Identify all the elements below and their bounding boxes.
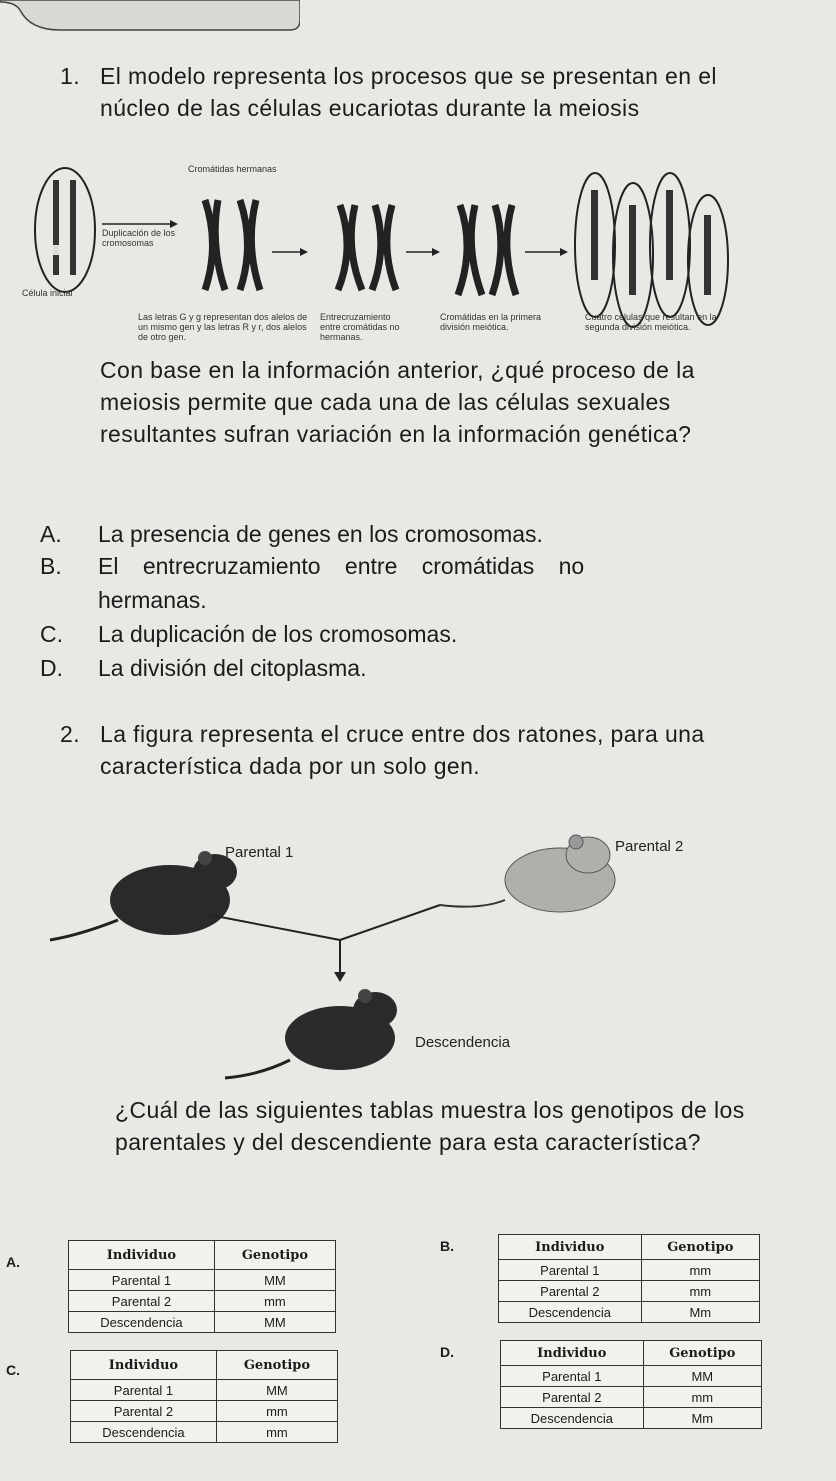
table-header-row xyxy=(69,1241,336,1270)
option-letter: B. xyxy=(40,553,62,579)
label-parental-2: Parental 2 xyxy=(615,838,684,855)
table-row xyxy=(501,1408,762,1429)
table-row xyxy=(69,1291,336,1312)
cell-genotipo: mm xyxy=(216,1422,337,1443)
table-header-row xyxy=(71,1351,338,1380)
cell-individuo: Parental 1 xyxy=(499,1260,642,1281)
cell-genotipo: MM xyxy=(214,1312,335,1333)
table-header-row xyxy=(499,1235,760,1260)
table-header-row xyxy=(501,1341,762,1366)
cell-genotipo: Mm xyxy=(641,1302,759,1323)
table-row xyxy=(499,1260,760,1281)
label-duplicacion: Duplicación de los cromosomas xyxy=(102,228,176,248)
option-text: La duplicación de los cromosomas. xyxy=(98,621,458,647)
label-cromatidas-hermanas: Cromátidas hermanas xyxy=(188,164,277,174)
option-letter: C. xyxy=(40,621,63,647)
header-genotipo: Genotipo xyxy=(643,1341,761,1366)
option-b[interactable] xyxy=(40,550,800,582)
header-individuo: Individuo xyxy=(499,1235,642,1260)
table-row xyxy=(499,1302,760,1323)
table-b[interactable] xyxy=(498,1234,760,1323)
option-a[interactable] xyxy=(40,518,800,550)
cell-individuo: Parental 2 xyxy=(71,1401,217,1422)
header-individuo: Individuo xyxy=(501,1341,644,1366)
header-individuo: Individuo xyxy=(71,1351,217,1380)
table-row xyxy=(69,1312,336,1333)
table-row xyxy=(69,1270,336,1291)
question-1-text: El modelo representa los procesos que se presentan en el núcleo de las células eucariotas durante la meiosis xyxy=(100,63,717,121)
question-number: 1. xyxy=(60,63,80,89)
cell-genotipo: MM xyxy=(216,1380,337,1401)
option-letter: A. xyxy=(40,521,62,547)
table-b-label: B. xyxy=(440,1238,454,1254)
cell-individuo: Descendencia xyxy=(499,1302,642,1323)
question-1 xyxy=(60,60,780,124)
table-row xyxy=(501,1366,762,1387)
cell-genotipo: mm xyxy=(641,1260,759,1281)
cell-individuo: Descendencia xyxy=(69,1312,215,1333)
label-letras-alelos: Las letras G y g representan dos alelos de un mismo gen y las letras R y r, dos alelos de otro gen. xyxy=(138,312,308,342)
header-individuo: Individuo xyxy=(69,1241,215,1270)
table-a-label: A. xyxy=(6,1254,20,1270)
cell-genotipo: mm xyxy=(216,1401,337,1422)
option-b-continued xyxy=(40,584,800,616)
cell-genotipo: MM xyxy=(214,1270,335,1291)
label-cuatro-celulas: Cuatro células que resultan en la segunda división meiótica. xyxy=(585,312,717,332)
cell-genotipo: mm xyxy=(641,1281,759,1302)
question-number: 2. xyxy=(60,721,80,747)
table-row xyxy=(499,1281,760,1302)
cell-individuo: Parental 1 xyxy=(501,1366,644,1387)
table-a[interactable] xyxy=(68,1240,336,1333)
cell-genotipo: Mm xyxy=(643,1408,761,1429)
cell-genotipo: mm xyxy=(214,1291,335,1312)
label-descendencia: Descendencia xyxy=(415,1034,511,1051)
cell-individuo: Parental 2 xyxy=(499,1281,642,1302)
label-celula-inicial: Célula inicial xyxy=(22,288,73,298)
mice-cross-figure xyxy=(40,820,800,1090)
option-d[interactable] xyxy=(40,652,800,684)
cell-individuo: Descendencia xyxy=(71,1422,217,1443)
header-genotipo: Genotipo xyxy=(214,1241,335,1270)
table-d-label: D. xyxy=(440,1344,454,1360)
table-row xyxy=(71,1422,338,1443)
cell-individuo: Descendencia xyxy=(501,1408,644,1429)
label-primera-division: Cromátidas en la primera división meiótica. xyxy=(440,312,542,332)
header-genotipo: Genotipo xyxy=(641,1235,759,1260)
table-c-label: C. xyxy=(6,1362,20,1378)
cell-individuo: Parental 1 xyxy=(71,1380,217,1401)
cell-genotipo: MM xyxy=(643,1366,761,1387)
option-letter: D. xyxy=(40,655,63,681)
question-2-text: La figura representa el cruce entre dos ratones, para una característica dada por un solo gen. xyxy=(100,721,705,779)
option-text: La presencia de genes en los cromosomas. xyxy=(98,521,543,547)
meiosis-diagram xyxy=(20,160,820,350)
label-entrecruzamiento: Entrecruzamiento entre cromátidas no hermanas. xyxy=(320,312,400,342)
option-c[interactable] xyxy=(40,618,800,650)
table-c[interactable] xyxy=(70,1350,338,1443)
table-row xyxy=(71,1401,338,1422)
cell-genotipo: mm xyxy=(643,1387,761,1408)
header-banner-shape xyxy=(0,0,300,34)
question-2 xyxy=(60,718,760,782)
question-2-prompt: ¿Cuál de las siguientes tablas muestra los genotipos de los parentales y del descendiente para esta característica? xyxy=(115,1097,745,1155)
cell-individuo: Parental 1 xyxy=(69,1270,215,1291)
label-parental-1: Parental 1 xyxy=(225,844,294,861)
cell-individuo: Parental 2 xyxy=(69,1291,215,1312)
option-text: La división del citoplasma. xyxy=(98,655,367,681)
cell-individuo: Parental 2 xyxy=(501,1387,644,1408)
table-row xyxy=(501,1387,762,1408)
table-d[interactable] xyxy=(500,1340,762,1429)
header-genotipo: Genotipo xyxy=(216,1351,337,1380)
option-text: hermanas. xyxy=(98,587,207,613)
table-row xyxy=(71,1380,338,1401)
question-1-prompt: Con base en la información anterior, ¿qué proceso de la meiosis permite que cada una de las células sexuales resultantes sufran variación en la información genética? xyxy=(100,357,695,447)
option-text: El entrecruzamiento entre cromátidas no xyxy=(98,553,585,579)
